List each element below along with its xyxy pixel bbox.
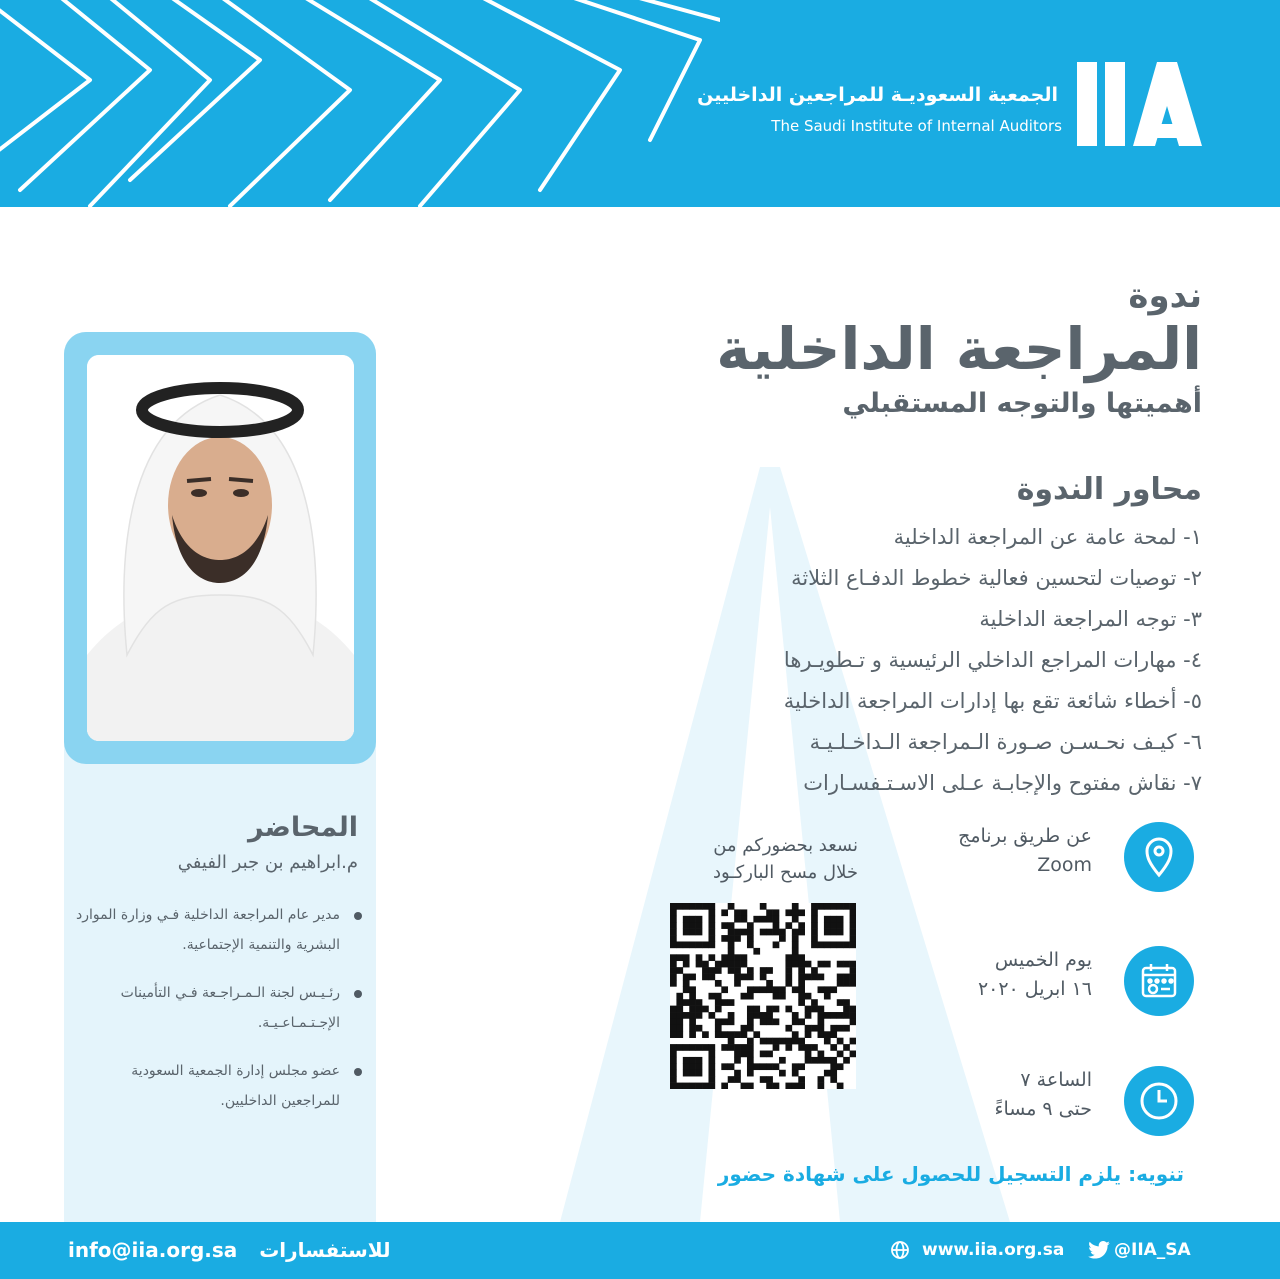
location-line-1: عن طريق برنامج (958, 825, 1092, 847)
time-text (995, 1066, 1092, 1124)
org-name-english: The Saudi Institute of Internal Auditors (771, 117, 1062, 135)
topics-heading: محاور الندوة (1016, 472, 1202, 507)
topic-item: ١- لمحة عامة عن المراجعة الداخلية (893, 525, 1202, 549)
date-line-2: ١٦ ابريل ٢٠٢٠ (977, 978, 1092, 1000)
event-title: المراجعة الداخلية (716, 315, 1202, 383)
header-pattern (0, 0, 720, 207)
calendar-icon (1124, 946, 1194, 1016)
iia-logo (1077, 62, 1202, 146)
footer-contact (68, 1238, 390, 1262)
event-subtitle: أهميتها والتوجه المستقبلي (842, 388, 1202, 419)
qr-code[interactable] (670, 903, 856, 1089)
topic-item: ٥- أخطاء شائعة تقع بها إدارات المراجعة الداخلية (783, 689, 1202, 713)
speaker-photo (87, 355, 354, 741)
qr-caption-line-2: خلال مسح الباركـود (713, 862, 858, 883)
qr-caption-line-1: نسعد بحضوركم من (713, 835, 858, 856)
speaker-heading: المحاضر (248, 812, 358, 843)
date-line-1: يوم الخميس (994, 949, 1092, 971)
qr-caption (668, 832, 858, 886)
header-banner (0, 0, 1280, 207)
bio-item: رئـيـس لجنة الـمـراجـعة فـي التأمينات الإجـتـمـاعـيـة. (72, 978, 362, 1038)
qr-code-graphic (670, 903, 856, 1089)
twitter-icon (1088, 1241, 1110, 1259)
footer-bar (0, 1222, 1280, 1279)
clock-icon (1124, 1066, 1194, 1136)
speaker-bio-list (72, 900, 362, 1134)
location-line-2: Zoom (1037, 854, 1092, 876)
bio-item: مدير عام المراجعة الداخلية فـي وزارة الموارد البشرية والتنمية الإجتماعية. (72, 900, 362, 960)
inquiries-label: للاستفسارات (259, 1238, 391, 1262)
topic-item: ٢- توصيات لتحسين فعالية خطوط الدفـاع الثلاثة (791, 566, 1202, 590)
time-line-1: الساعة ٧ (1020, 1069, 1092, 1091)
location-text (958, 822, 1092, 880)
registration-notice: تنويه: يلزم التسجيل للحصول على شهادة حضور (717, 1162, 1184, 1186)
twitter-handle[interactable]: @IIA_SA (1114, 1240, 1191, 1260)
location-pin-icon (1124, 822, 1194, 892)
time-line-2: حتى ٩ مساءً (994, 1098, 1092, 1120)
footer-website[interactable] (890, 1240, 1064, 1260)
footer-twitter[interactable] (1088, 1240, 1191, 1260)
topic-item: ٦- كيـف نحـسـن صـورة الـمراجعة الـداخـلـيـة (809, 730, 1202, 754)
globe-icon (890, 1240, 910, 1260)
org-name-arabic: الجمعية السعوديـة للمراجعين الداخليين (697, 84, 1058, 106)
bio-item: عضو مجلس إدارة الجمعية السعودية للمراجعين الداخليين. (72, 1056, 362, 1116)
date-text (978, 946, 1092, 1004)
topic-item: ٤- مهارات المراجع الداخلي الرئيسية و تـطويـرها (783, 648, 1202, 672)
website-link[interactable]: www.iia.org.sa (922, 1240, 1065, 1260)
speaker-name: م.ابراهيم بن جبر الفيفي (177, 852, 358, 873)
topics-list (784, 517, 1202, 804)
topic-item: ٣- توجه المراجعة الداخلية (979, 607, 1202, 631)
contact-email[interactable]: info@iia.org.sa (68, 1238, 238, 1262)
event-title-block (716, 276, 1202, 422)
topic-item: ٧- نقاش مفتوح والإجابـة عـلى الاسـتـفسـارات (803, 771, 1202, 795)
event-label: ندوة (1128, 276, 1202, 316)
